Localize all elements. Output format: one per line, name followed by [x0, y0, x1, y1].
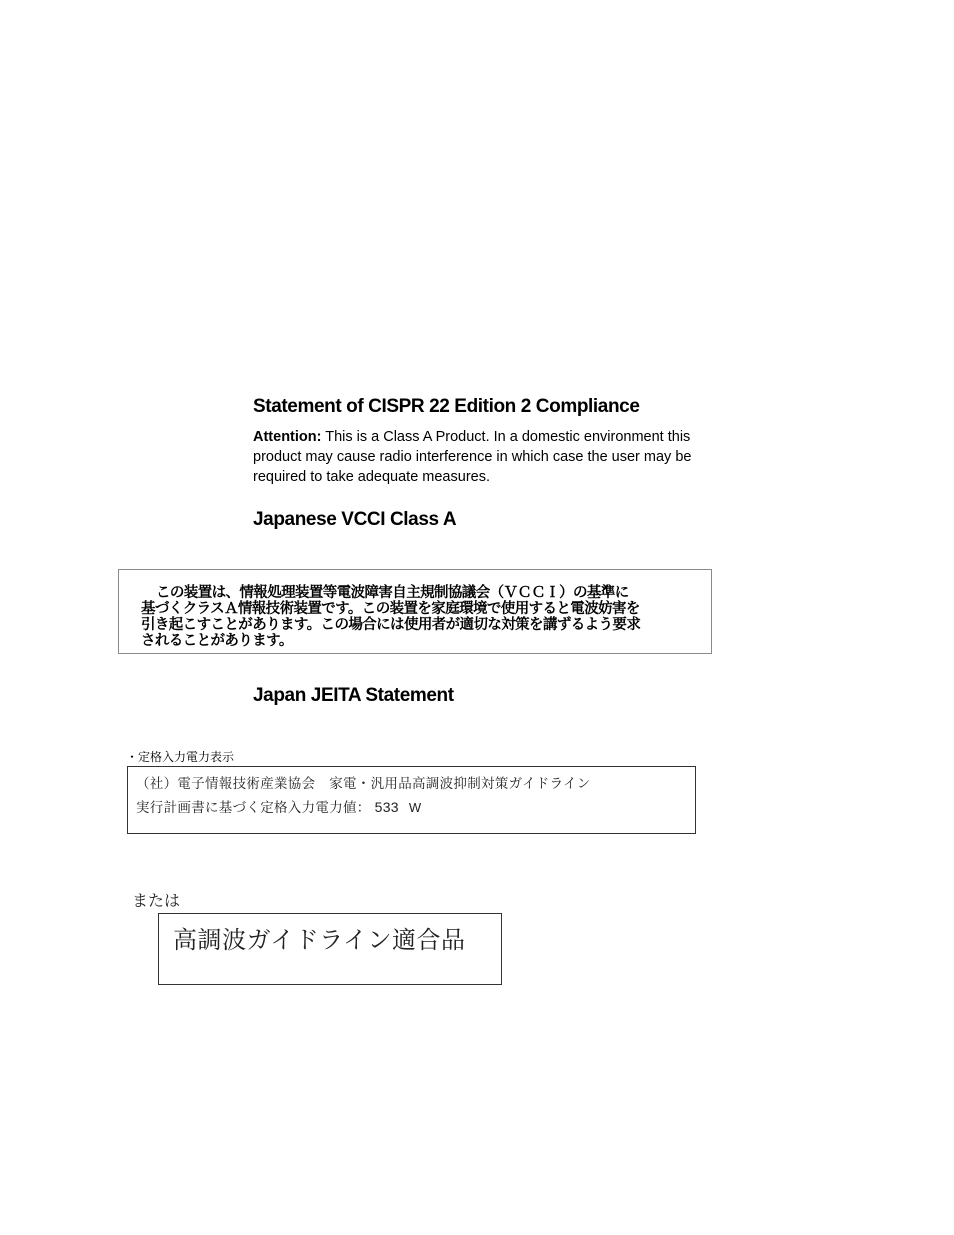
rated-input-power-unit: W — [408, 800, 422, 815]
vcci-line-3: 引き起こすことがあります。この場合には使用者が適切な対策を講ずるよう要求 — [141, 617, 641, 633]
jeita-line-1: （社）電子情報技術産業協会 家電・汎用品高調波抑制対策ガイドライン — [136, 776, 591, 792]
jeita-heading: Japan JEITA Statement — [253, 685, 454, 706]
vcci-line-1: この装置は、情報処理装置等電波障害自主規制協議会（ＶＣＣＩ）の基準に — [156, 585, 629, 601]
jeita-line-2-prefix: 実行計画書に基づく定格入力電力値： — [136, 800, 371, 816]
or-label: または — [132, 891, 181, 910]
attention-text: This is a Class A Product. In a domestic environment this product may cause radio interference in which case the user may be required to take adequate measures. — [253, 429, 692, 485]
vcci-line-2: 基づくクラスＡ情報技術装置です。この装置を家庭環境で使用すると電波妨害を — [141, 601, 640, 617]
harmonics-compliance-text: 高調波ガイドライン適合品 — [173, 926, 466, 954]
jeita-statement-box — [127, 766, 696, 834]
jeita-label: ・定格入力電力表示 — [126, 750, 235, 764]
cispr-attention-paragraph — [253, 427, 713, 487]
harmonics-compliance-box — [158, 913, 502, 985]
rated-input-power-value: 533 — [374, 799, 399, 815]
attention-label: Attention: — [253, 429, 322, 445]
vcci-heading: Japanese VCCI Class A — [253, 509, 457, 530]
vcci-line-4: されることがあります。 — [141, 633, 293, 649]
vcci-statement-box — [118, 569, 712, 654]
cispr-heading: Statement of CISPR 22 Edition 2 Compliance — [253, 396, 640, 417]
jeita-line-2 — [136, 796, 421, 816]
